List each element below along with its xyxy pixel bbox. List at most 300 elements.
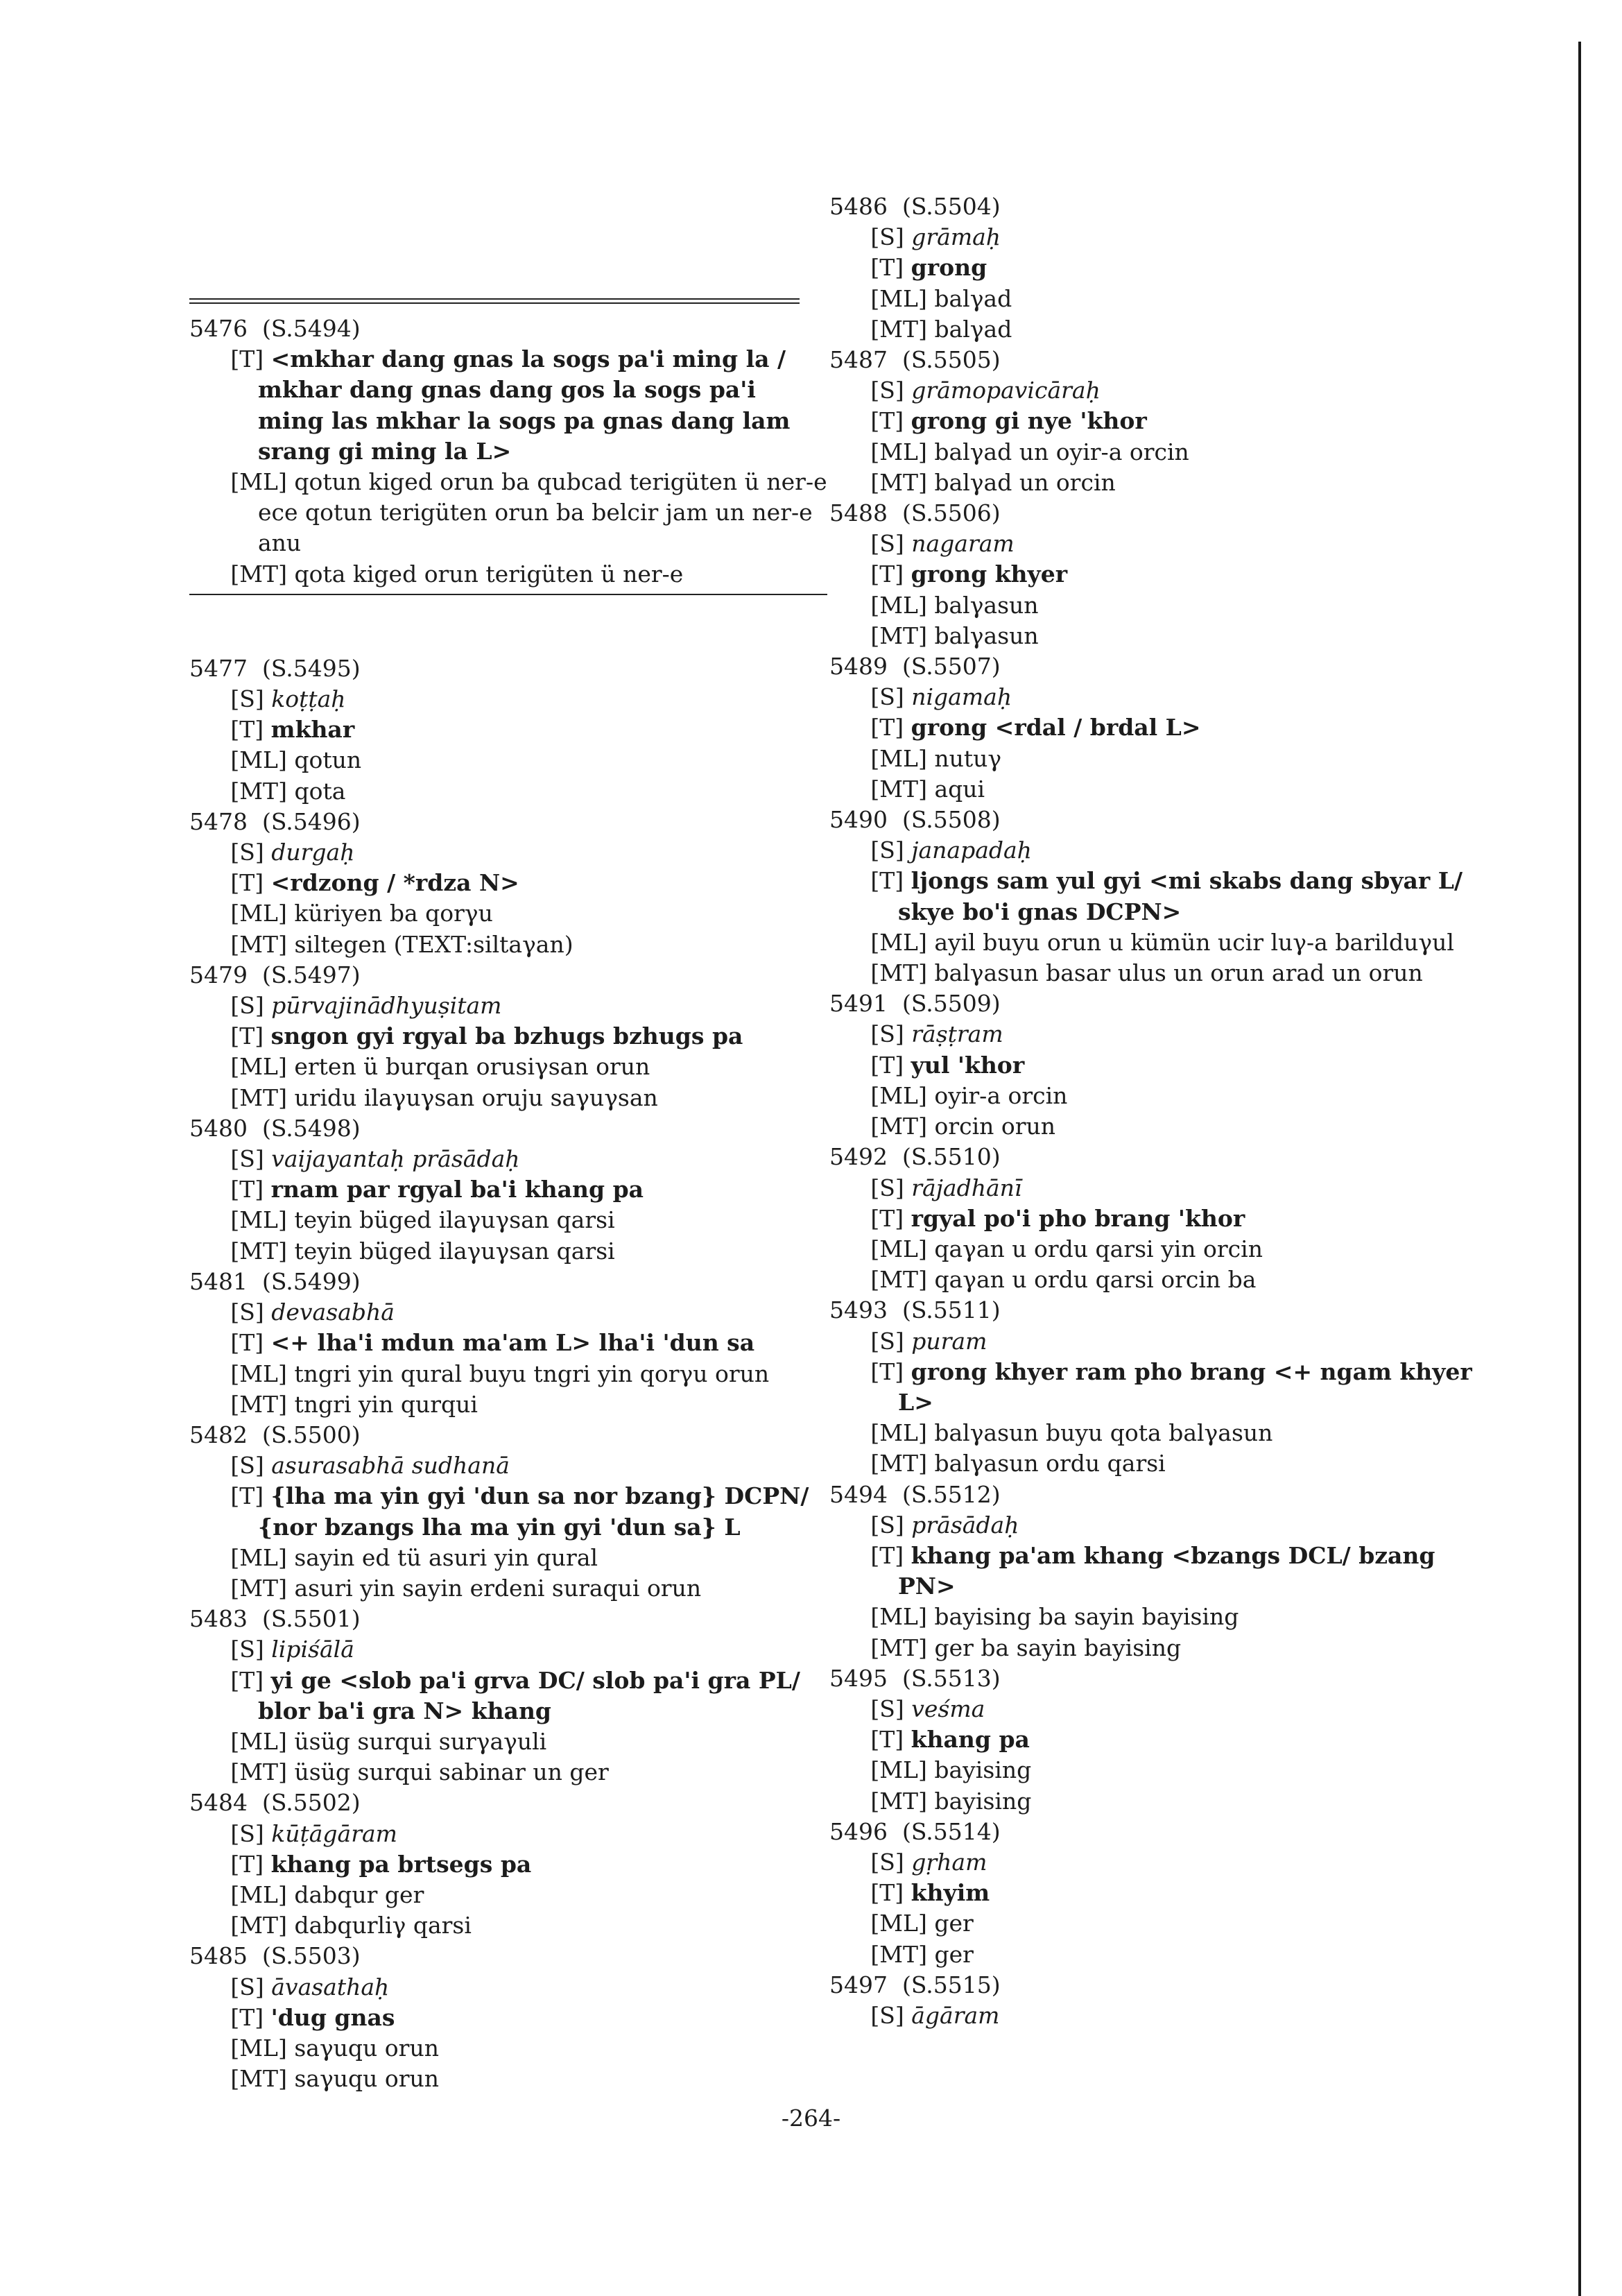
term-text: durgaḥ	[271, 839, 355, 866]
entry-number: 5495	[829, 1664, 888, 1692]
entry-source-ref: (S.5501)	[261, 1605, 361, 1633]
entry-header	[189, 1941, 827, 1971]
language-tag: [ML]	[870, 1756, 927, 1784]
entry-number: 5493	[829, 1296, 888, 1324]
term-text: grong gi nye 'khor	[911, 407, 1147, 435]
language-tag: [S]	[230, 685, 264, 713]
term-text: balγasun basar ulus un orun arad un orun	[934, 959, 1423, 987]
term-text: kūṭāgāram	[271, 1819, 397, 1847]
entry-line	[217, 1021, 827, 1052]
entry-source-ref: (S.5505)	[901, 346, 1001, 374]
term-text: balγasun	[934, 622, 1039, 649]
language-tag: [S]	[870, 1327, 904, 1355]
entry-line	[857, 1418, 1474, 1448]
dictionary-entry	[829, 805, 1474, 988]
language-tag: [S]	[870, 1174, 904, 1201]
language-tag: [ML]	[870, 591, 927, 619]
entry-line	[857, 590, 1474, 621]
term-text: nagaram	[911, 530, 1015, 558]
language-tag: [ML]	[870, 284, 927, 312]
language-tag: [MT]	[230, 1574, 287, 1602]
entry-line	[217, 1727, 827, 1757]
language-tag: [T]	[870, 560, 904, 588]
term-text: balγad un orcin	[934, 468, 1116, 496]
language-tag: [MT]	[870, 315, 927, 343]
term-text: veśma	[911, 1695, 985, 1722]
language-tag: [ML]	[230, 746, 287, 774]
entry-number: 5496	[829, 1817, 888, 1845]
term-text: ayil buyu orun u kümün ucir luγ-a barilduγul	[934, 928, 1454, 956]
language-tag: [MT]	[230, 560, 287, 588]
entry-line	[857, 529, 1474, 559]
entry-line	[217, 1174, 827, 1205]
language-tag: [ML]	[870, 928, 927, 956]
entry-line	[857, 1908, 1474, 1939]
language-tag: [S]	[870, 1695, 904, 1722]
entry-line	[857, 1847, 1474, 1878]
entry-line	[217, 929, 827, 960]
entry-line	[217, 1634, 827, 1665]
entry-line	[857, 712, 1474, 743]
entry-source-ref: (S.5499)	[261, 1267, 361, 1295]
term-text: aqui	[934, 775, 985, 803]
term-text: rnam par rgyal ba'i khang pa	[270, 1176, 644, 1203]
entry-number: 5488	[829, 499, 888, 527]
left-entry-list	[189, 314, 827, 2094]
entry-source-ref: (S.5507)	[901, 653, 1001, 680]
entry-header	[829, 805, 1474, 835]
term-text: grong khyer ram pho brang <+ ngam khyer L>	[897, 1357, 1472, 1416]
entry-line	[217, 1573, 827, 1604]
language-tag: [MT]	[870, 1634, 927, 1661]
entry-header	[829, 1142, 1474, 1172]
term-text: qaγan u ordu qarsi orcin ba	[934, 1266, 1257, 1294]
entry-line	[857, 1602, 1474, 1632]
term-text: <rdzong / *rdza N>	[270, 869, 519, 897]
term-text: grāmopavicāraḥ	[911, 377, 1101, 404]
term-text: āvasathaḥ	[271, 1973, 390, 2001]
entry-line	[857, 927, 1474, 958]
dictionary-entry	[829, 988, 1474, 1142]
language-tag: [T]	[230, 2003, 264, 2031]
term-text: balγasun buyu qota balγasun	[934, 1419, 1273, 1447]
entry-line	[217, 1297, 827, 1328]
entry-number: 5480	[189, 1114, 248, 1142]
language-tag: [MT]	[870, 1787, 927, 1815]
term-text: dabqurliγ qarsi	[294, 1912, 472, 1939]
entry-line	[217, 991, 827, 1021]
language-tag: [S]	[230, 1636, 264, 1663]
entry-number: 5494	[829, 1480, 888, 1508]
entry-source-ref: (S.5494)	[261, 315, 361, 342]
entry-source-ref: (S.5515)	[901, 1971, 1001, 1998]
entry-number: 5479	[189, 961, 248, 988]
entry-source-ref: (S.5508)	[901, 806, 1001, 834]
language-tag: [ML]	[870, 1235, 927, 1262]
entry-line	[217, 1757, 827, 1788]
entry-header	[189, 1113, 827, 1144]
term-text: balγasun ordu qarsi	[934, 1450, 1166, 1477]
entry-line	[857, 1111, 1474, 1142]
entry-line	[217, 1481, 827, 1542]
language-tag: [MT]	[870, 1940, 927, 1968]
entry-number: 5478	[189, 807, 248, 835]
language-tag: [S]	[870, 1848, 904, 1876]
entry-line	[857, 314, 1474, 345]
entry-header	[829, 1480, 1474, 1510]
entry-line	[857, 866, 1474, 927]
term-text: orcin orun	[934, 1113, 1056, 1140]
entry-line	[857, 1173, 1474, 1203]
language-tag: [MT]	[230, 777, 287, 805]
entry-line	[217, 684, 827, 714]
term-text: gṛham	[911, 1848, 987, 1876]
language-tag: [S]	[870, 223, 904, 251]
term-text: janapadaḥ	[911, 837, 1032, 864]
dictionary-entry	[829, 498, 1474, 651]
language-tag: [ML]	[870, 438, 927, 465]
language-tag: [ML]	[230, 1543, 287, 1571]
language-tag: [T]	[870, 1879, 904, 1907]
language-tag: [T]	[870, 1051, 904, 1079]
entry-number: 5489	[829, 653, 888, 680]
entry-line	[857, 222, 1474, 252]
term-text: balγad un oyir-a orcin	[934, 438, 1189, 465]
entry-line	[217, 1543, 827, 1573]
term-text: ger ba sayin bayising	[934, 1634, 1182, 1661]
term-text: bayising	[934, 1756, 1032, 1784]
entry-header	[829, 988, 1474, 1019]
language-tag: [T]	[230, 345, 264, 373]
term-text: grāmaḥ	[911, 223, 1001, 251]
term-text: grong	[911, 254, 987, 282]
entry-line	[217, 745, 827, 776]
language-tag: [S]	[870, 530, 904, 558]
term-text: nigamaḥ	[911, 683, 1012, 711]
term-text: oyir-a orcin	[934, 1081, 1068, 1109]
entry-number: 5476	[189, 315, 248, 342]
language-tag: [S]	[870, 1511, 904, 1539]
dictionary-entry	[829, 651, 1474, 805]
entry-line	[857, 1724, 1474, 1755]
language-tag: [T]	[230, 716, 264, 744]
language-tag: [S]	[230, 1145, 264, 1173]
term-text: ger	[934, 1910, 974, 1937]
term-text: teyin büged ilaγuγsan qarsi	[294, 1237, 615, 1265]
entry-line	[217, 1359, 827, 1389]
entry-line	[217, 1910, 827, 1941]
entry-line	[217, 1972, 827, 2003]
term-text: balγad	[934, 284, 1012, 312]
dictionary-entry	[829, 1295, 1474, 1479]
language-tag: [T]	[870, 714, 904, 742]
language-tag: [T]	[870, 1726, 904, 1754]
entry-line	[217, 1052, 827, 1082]
entry-line	[857, 559, 1474, 590]
term-text: sayin ed tü asuri yin qural	[294, 1543, 598, 1571]
entry-line	[217, 776, 827, 807]
dictionary-entry	[189, 653, 827, 807]
term-text: bayising	[934, 1787, 1032, 1815]
language-tag: [ML]	[230, 1360, 287, 1387]
entry-header	[189, 807, 827, 837]
language-tag: [T]	[230, 1329, 264, 1357]
language-tag: [ML]	[230, 2034, 287, 2062]
language-tag: [S]	[230, 1452, 264, 1480]
entry-header	[189, 314, 827, 344]
term-text: khang pa brtsegs pa	[270, 1850, 532, 1878]
entry-source-ref: (S.5497)	[261, 961, 361, 988]
language-tag: [S]	[870, 2001, 904, 2029]
section-rule	[189, 594, 827, 595]
language-tag: [S]	[230, 839, 264, 866]
entry-source-ref: (S.5510)	[901, 1143, 1001, 1171]
entry-line	[857, 774, 1474, 805]
dictionary-entry	[189, 1267, 827, 1420]
term-text: <+ lha'i mdun ma'am L> lha'i 'dun sa	[270, 1329, 755, 1357]
entry-line	[217, 837, 827, 868]
entry-line	[217, 2003, 827, 2033]
term-text: devasabhā	[271, 1299, 395, 1326]
dictionary-entry	[829, 1142, 1474, 1295]
entry-line	[857, 682, 1474, 712]
language-tag: [MT]	[230, 1083, 287, 1111]
language-tag: [MT]	[870, 775, 927, 803]
entry-number: 5492	[829, 1143, 888, 1171]
dictionary-entry	[829, 1663, 1474, 1817]
language-tag: [T]	[870, 1204, 904, 1232]
language-tag: [S]	[870, 837, 904, 864]
term-text: asurasabhā sudhanā	[271, 1452, 510, 1480]
term-text: tngri yin qurqui	[294, 1390, 478, 1418]
entry-line	[857, 1878, 1474, 1908]
dictionary-entry	[189, 1420, 827, 1604]
language-tag: [S]	[230, 1299, 264, 1326]
entry-line	[217, 1328, 827, 1358]
page-edge-line	[1578, 42, 1581, 2296]
term-text: qota kiged orun terigüten ü ner-e	[294, 560, 684, 588]
entry-header	[829, 345, 1474, 375]
term-text: qotun	[294, 746, 362, 774]
language-tag: [MT]	[230, 930, 287, 958]
right-column	[829, 191, 1474, 2031]
entry-line	[217, 559, 827, 590]
language-tag: [S]	[230, 1819, 264, 1847]
term-text: üsüg surqui surγaγuli	[294, 1727, 547, 1755]
term-text: khang pa'am khang <bzangs DCL/ bzang PN>	[897, 1541, 1435, 1600]
entry-number: 5487	[829, 346, 888, 374]
language-tag: [S]	[870, 377, 904, 404]
dictionary-entry	[189, 960, 827, 1113]
language-tag: [MT]	[230, 1912, 287, 1939]
entry-line	[857, 437, 1474, 468]
language-tag: [T]	[230, 1482, 264, 1510]
term-text: ljongs sam yul gyi <mi skabs dang sbyar L/ skye bo'i gnas DCPN>	[897, 867, 1463, 925]
entry-header	[189, 1420, 827, 1450]
language-tag: [ML]	[870, 1910, 927, 1937]
dictionary-entry	[829, 1970, 1474, 2031]
language-tag: [ML]	[230, 1053, 287, 1081]
entry-line	[857, 958, 1474, 988]
term-text: balγasun	[934, 591, 1039, 619]
term-text: khang pa	[911, 1726, 1030, 1754]
entry-source-ref: (S.5500)	[261, 1421, 361, 1448]
entry-source-ref: (S.5498)	[261, 1114, 361, 1142]
entry-line	[857, 1234, 1474, 1265]
entry-source-ref: (S.5503)	[261, 1942, 361, 1970]
entry-line	[857, 1357, 1474, 1418]
entry-line	[217, 1389, 827, 1420]
term-text: nutuγ	[934, 744, 1002, 772]
entry-line	[857, 1050, 1474, 1081]
term-text: yi ge <slob pa'i grva DC/ slob pa'i gra PL/ blor ba'i gra N> khang	[257, 1666, 800, 1724]
entry-header	[829, 1663, 1474, 1694]
dictionary-entry	[189, 807, 827, 960]
entry-header	[189, 1604, 827, 1634]
term-text: asuri yin sayin erdeni suraqui orun	[294, 1574, 702, 1602]
entry-number: 5490	[829, 806, 888, 834]
entry-line	[857, 1203, 1474, 1234]
entry-line	[217, 1819, 827, 1849]
entry-header	[189, 1267, 827, 1297]
entry-line	[857, 375, 1474, 406]
entry-line	[217, 868, 827, 898]
entry-line	[217, 1144, 827, 1174]
entry-line	[217, 898, 827, 929]
entry-line	[857, 1786, 1474, 1817]
language-tag: [MT]	[230, 2065, 287, 2093]
term-text: saγuqu orun	[294, 2065, 440, 2093]
term-text: rāṣṭram	[911, 1020, 1003, 1048]
page-number: -264-	[781, 2105, 841, 2132]
language-tag: [MT]	[230, 1758, 287, 1786]
entry-line	[217, 1083, 827, 1113]
entry-line	[217, 1849, 827, 1880]
language-tag: [ML]	[870, 1419, 927, 1447]
language-tag: [T]	[870, 1541, 904, 1569]
entry-line	[857, 835, 1474, 866]
language-tag: [MT]	[230, 1237, 287, 1265]
language-tag: [T]	[230, 1176, 264, 1203]
term-text: prāsādaḥ	[911, 1511, 1019, 1539]
term-text: uridu ilaγuγsan oruju saγuγsan	[294, 1083, 658, 1111]
language-tag: [ML]	[230, 900, 287, 927]
dictionary-entry	[829, 345, 1474, 498]
dictionary-entry	[829, 1480, 1474, 1663]
term-text: vaijayantaḥ prāsādaḥ	[271, 1145, 520, 1173]
entry-number: 5483	[189, 1605, 248, 1633]
language-tag: [T]	[230, 1850, 264, 1878]
term-text: saγuqu orun	[294, 2034, 439, 2062]
language-tag: [T]	[870, 867, 904, 895]
language-tag: [MT]	[870, 1266, 927, 1294]
language-tag: [ML]	[870, 1603, 927, 1631]
entry-line	[857, 284, 1474, 314]
entry-line	[857, 1755, 1474, 1785]
entry-header	[189, 653, 827, 684]
term-text: qaγan u ordu qarsi yin orcin	[934, 1235, 1263, 1262]
language-tag: [T]	[230, 1666, 264, 1694]
entry-source-ref: (S.5512)	[901, 1480, 1001, 1508]
entry-source-ref: (S.5506)	[901, 499, 1001, 527]
entry-line	[857, 1939, 1474, 1970]
term-text: üsüg surqui sabinar un ger	[294, 1758, 609, 1786]
entry-line	[217, 714, 827, 745]
term-text: bayising ba sayin bayising	[934, 1603, 1239, 1631]
entry-line	[857, 1633, 1474, 1663]
entry-line	[857, 1510, 1474, 1541]
term-text: dabqur ger	[294, 1881, 424, 1908]
entry-header	[189, 1788, 827, 1818]
entry-header	[829, 498, 1474, 529]
language-tag: [ML]	[230, 468, 287, 496]
term-text: ger	[934, 1940, 974, 1968]
term-text: 'dug gnas	[270, 2003, 395, 2031]
dictionary-entry	[189, 1788, 827, 1941]
entry-line	[217, 1205, 827, 1235]
entry-line	[857, 252, 1474, 283]
entry-line	[857, 1694, 1474, 1724]
language-tag: [S]	[870, 1020, 904, 1048]
entry-line	[217, 467, 827, 559]
term-text: sngon gyi rgyal ba bzhugs bzhugs pa	[270, 1022, 743, 1050]
term-text: siltegen (TEXT:siltaγan)	[294, 930, 573, 958]
language-tag: [ML]	[230, 1881, 287, 1908]
entry-line	[217, 1665, 827, 1727]
entry-line	[857, 621, 1474, 651]
language-tag: [MT]	[870, 959, 927, 987]
term-text: qotun kiged orun ba qubcad terigüten ü ner-e ece qotun terigüten orun ba belcir jam un ner-e anu	[257, 468, 827, 557]
language-tag: [MT]	[870, 622, 927, 649]
language-tag: [MT]	[870, 468, 927, 496]
language-tag: [T]	[870, 407, 904, 435]
entry-line	[217, 2033, 827, 2064]
term-text: rgyal po'i pho brang 'khor	[911, 1204, 1245, 1232]
entry-number: 5477	[189, 654, 248, 682]
language-tag: [T]	[870, 254, 904, 282]
right-entry-list	[829, 191, 1474, 2031]
term-text: balγad	[934, 315, 1012, 343]
entry-line	[217, 2064, 827, 2094]
dictionary-entry	[189, 1604, 827, 1788]
entry-number: 5485	[189, 1942, 248, 1970]
entry-line	[217, 344, 827, 467]
dictionary-entry	[829, 191, 1474, 345]
term-text: pūrvajinādhyuṣitam	[271, 992, 502, 1020]
entry-line	[857, 406, 1474, 436]
language-tag: [MT]	[870, 1113, 927, 1140]
entry-number: 5484	[189, 1789, 248, 1817]
entry-number: 5486	[829, 193, 888, 220]
language-tag: [ML]	[230, 1206, 287, 1234]
entry-source-ref: (S.5514)	[901, 1817, 1001, 1845]
entry-source-ref: (S.5495)	[261, 654, 361, 682]
entry-source-ref: (S.5502)	[261, 1789, 361, 1817]
language-tag: [ML]	[230, 1727, 287, 1755]
language-tag: [T]	[230, 869, 264, 897]
entry-line	[857, 1081, 1474, 1111]
entry-line	[857, 1448, 1474, 1479]
dictionary-entry	[829, 1817, 1474, 1970]
entry-source-ref: (S.5504)	[901, 193, 1001, 220]
term-text: khyim	[911, 1879, 990, 1907]
term-text: qota	[294, 777, 346, 805]
dictionary-entry	[189, 1941, 827, 2094]
term-text: āgāram	[911, 2001, 1000, 2029]
language-tag: [T]	[870, 1357, 904, 1385]
entry-line	[857, 744, 1474, 774]
language-tag: [T]	[230, 1022, 264, 1050]
